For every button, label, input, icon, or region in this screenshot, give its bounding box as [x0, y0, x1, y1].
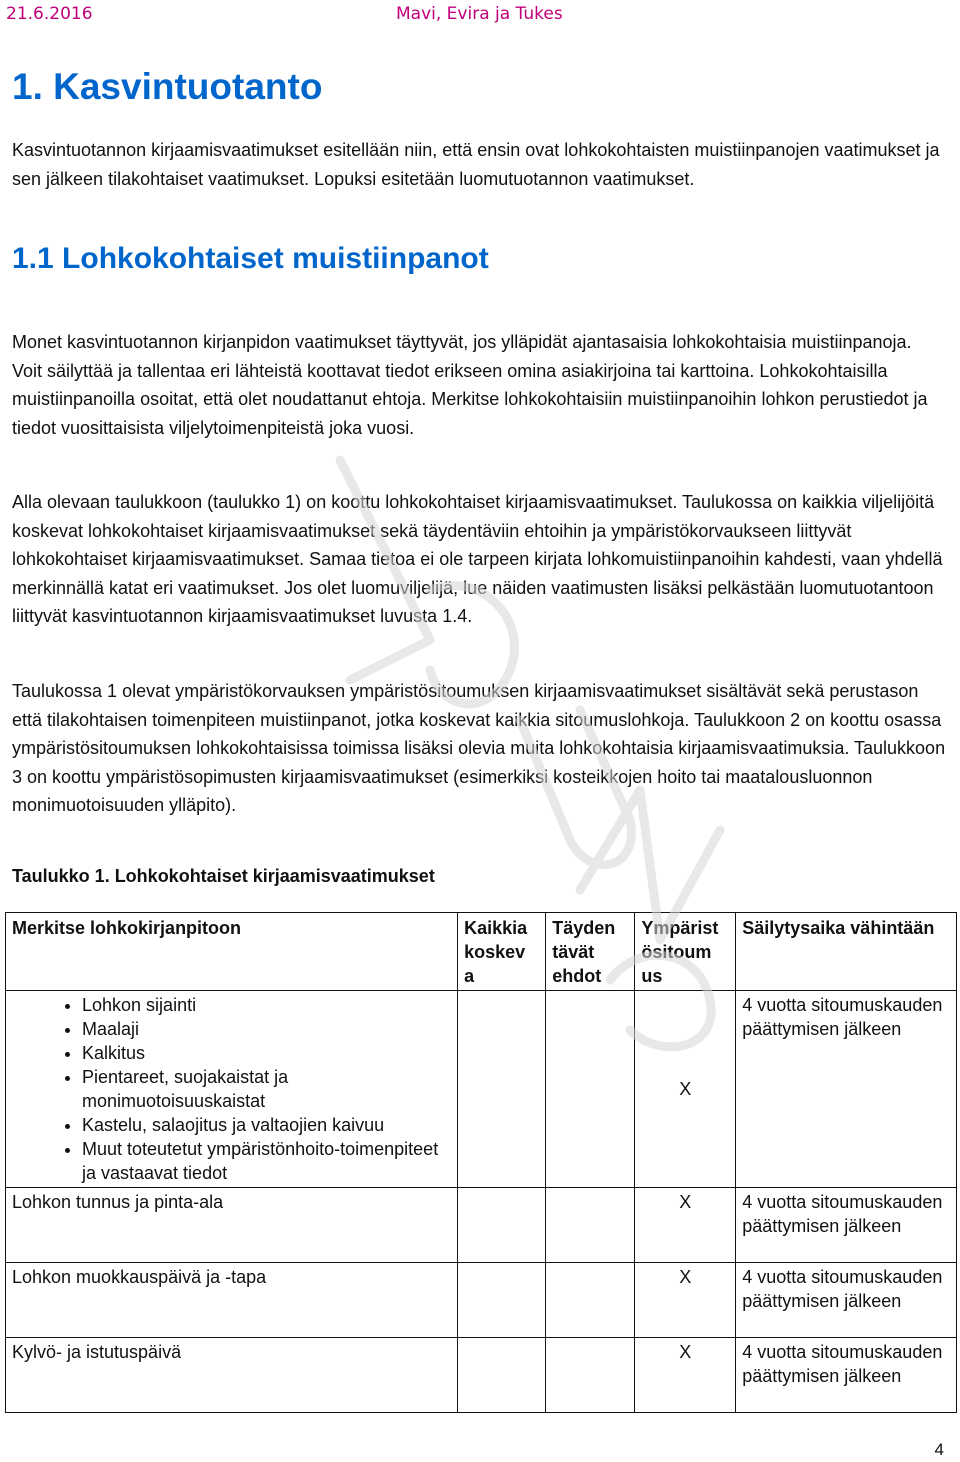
mark-cell: X [635, 991, 736, 1188]
row-label: Lohkon tunnus ja pinta-ala [6, 1188, 458, 1263]
header-all-concerned: Kaikkia koskev a [458, 913, 546, 991]
header-record-item: Merkitse lohkokirjanpitoon [6, 913, 458, 991]
basic-info-cell [6, 991, 458, 1188]
empty-cell [546, 1263, 635, 1338]
row-label: Kylvö- ja istutuspäivä [6, 1338, 458, 1413]
paragraph-records: Monet kasvintuotannon kirjanpidon vaatimukset täyttyvät, jos ylläpidät ajantasaisia lohkokohtaisia muistiinpanoja. Voit säilyttää ja tallentaa eri lähteistä koottavat tiedot erikseen omina asiakirjoina tai karttoina. Lohkokohtaisilla muistiinpanoilla osoitat, että olet noudattanut ehtoja. Merkitse lohkokohtaisiin muistiinpanoihin lohkon perustiedot ja tiedot vuosittaisista viljelytoimenpiteistä joka vuosi. [12, 332, 928, 438]
empty-cell [546, 1338, 635, 1413]
list-item: • Kastelu, salaojitus ja valtaojien kaivuu [82, 1113, 451, 1137]
header-title: Mavi, Evira ja Tukes [396, 4, 563, 24]
mark-cell: X [635, 1338, 736, 1413]
empty-cell [458, 991, 546, 1188]
intro-paragraph: Kasvintuotannon kirjaamisvaatimukset esitellään niin, että ensin ovat lohkokohtaisten muistiinpanojen vaatimukset ja sen jälkeen tilakohtaiset vaatimukset. Lopuksi esitetään luomutuotannon vaatimukset. [12, 140, 940, 189]
list-item: • Pientareet, suojakaistat ja monimuotoisuuskaistat [82, 1065, 451, 1113]
table-caption: Taulukko 1. Lohkokohtaiset kirjaamisvaatimukset [12, 866, 435, 886]
empty-cell [458, 1263, 546, 1338]
page-number: 4 [934, 1440, 944, 1459]
paragraph-table-intro: Alla olevaan taulukkoon (taulukko 1) on koottu lohkokohtaiset kirjaamisvaatimukset. Taulukossa on kaikkia viljelijöitä koskevat lohkokohtaiset kirjaamisvaatimukset sekä täydentäviin ehtoihin ja ympäristökorvaukseen liittyvät lohkokohtaiset kirjaamisvaatimukset. Samaa tietoa ei ole tarpeen kirjata lohkomuistiinpanoihin kahdesti, vaan yhdellä merkinnällä katat eri vaatimukset. Jos olet luomuviljelijä, lue näiden vaatimusten lisäksi pelkästään luomutuotantoon liittyvät kasvintuotannon kirjaamisvaatimukset luvusta 1.4. [12, 492, 943, 627]
row-label: Lohkon muokkauspäivä ja -tapa [6, 1263, 458, 1338]
table-row [6, 1263, 957, 1338]
table-row [6, 1188, 957, 1263]
list-item: • Kalkitus [82, 1041, 451, 1065]
retention-cell: 4 vuotta sitoumuskauden päättymisen jälkeen [736, 1338, 957, 1413]
list-item: • Muut toteutetut ympäristönhoito-toimenpiteet ja vastaavat tiedot [82, 1137, 451, 1185]
list-item: • Lohkon sijainti [82, 993, 451, 1017]
empty-cell [458, 1338, 546, 1413]
empty-cell [546, 991, 635, 1188]
section-title: 1. Kasvintuotanto [12, 66, 323, 107]
header-date: 21.6.2016 [6, 4, 93, 24]
table-header-row [6, 913, 957, 991]
empty-cell [546, 1188, 635, 1263]
table-row [6, 991, 957, 1188]
requirements-table [5, 912, 957, 1413]
mark-cell: X [635, 1188, 736, 1263]
retention-cell: 4 vuotta sitoumuskauden päättymisen jälkeen [736, 991, 957, 1188]
subsection-title: 1.1 Lohkokohtaiset muistiinpanot [12, 242, 489, 275]
basic-info-list [12, 993, 451, 1185]
retention-cell: 4 vuotta sitoumuskauden päättymisen jälkeen [736, 1188, 957, 1263]
header-cross-compliance: Täyden tävät ehdot [546, 913, 635, 991]
retention-cell: 4 vuotta sitoumuskauden päättymisen jälkeen [736, 1263, 957, 1338]
header-retention: Säilytysaika vähintään [736, 913, 957, 991]
header-environment-commitment: Ympärist ösitoum us [635, 913, 736, 991]
list-item: • Maalaji [82, 1017, 451, 1041]
mark-cell: X [635, 1263, 736, 1338]
paragraph-commitments: Taulukossa 1 olevat ympäristökorvauksen ympäristösitoumuksen kirjaamisvaatimukset sisältävät sekä perustason että tilakohtaisen toimenpiteen muistiinpanot, jotka koskevat kaikkia sitoumuslohkoja. Taulukkoon 2 on koottu osassa ympäristösitoumuksen lohkokohtaisissa toimissa lisäksi olevia muita lohkokohtaisia kirjaamisvaatimuksia. Taulukkoon 3 on koottu ympäristösopimusten kirjaamisvaatimukset (esimerkiksi kosteikkojen hoito tai maatalousluonnon monimuotoisuuden ylläpito). [12, 681, 946, 816]
table-row [6, 1338, 957, 1413]
empty-cell [458, 1188, 546, 1263]
